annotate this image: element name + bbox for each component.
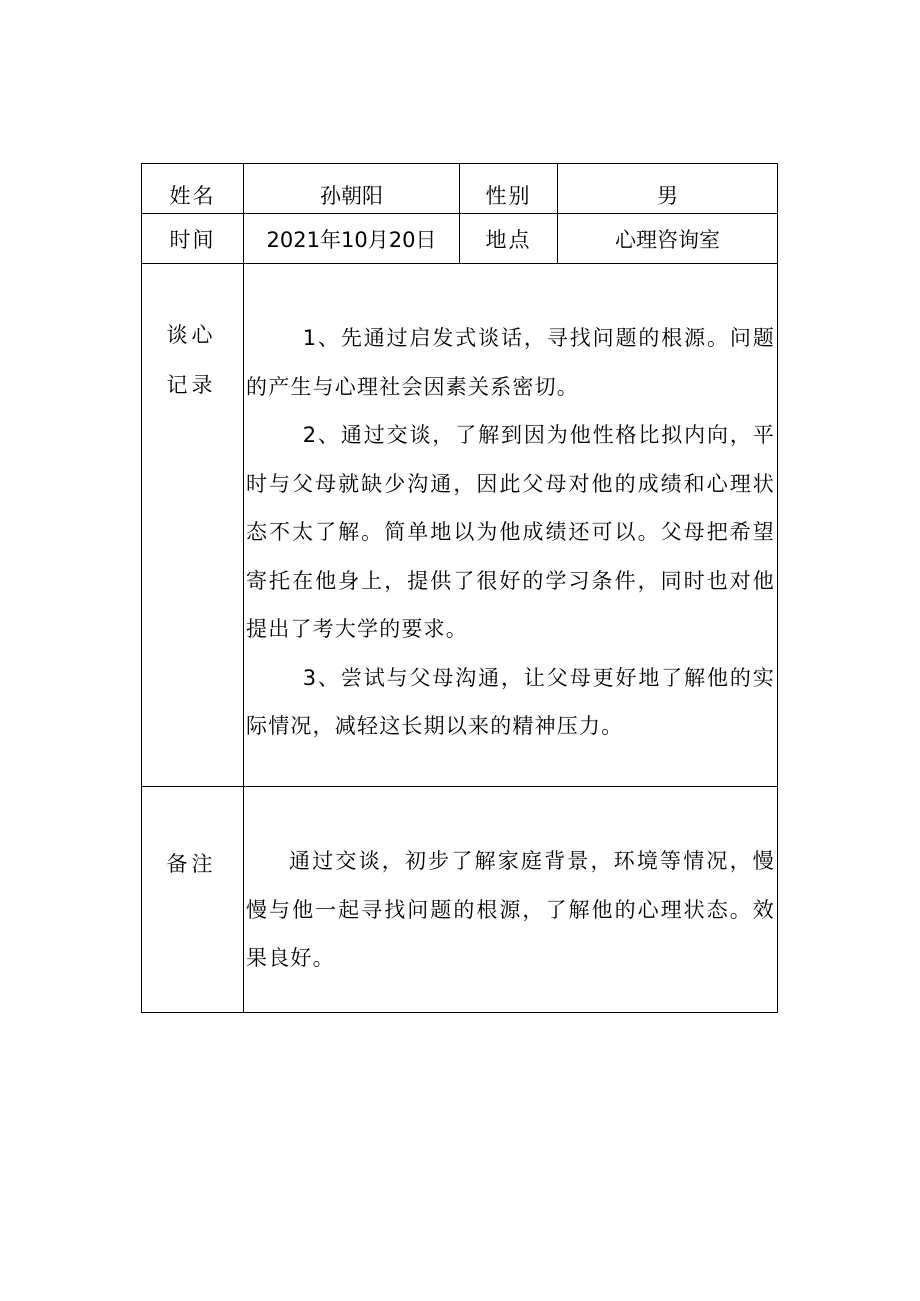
notes-label-cell (142, 264, 244, 787)
place-value: 心理咨询室 (615, 228, 720, 252)
gender-value: 男 (657, 184, 678, 208)
notes-paragraph-1: 1、先通过启发式谈话，寻找问题的根源。问题的产生与心理社会因素关系密切。 (246, 326, 775, 399)
gender-value-cell (558, 164, 778, 214)
name-value: 孙朝阳 (320, 184, 383, 208)
notes-label-line1: 谈心 (166, 323, 217, 347)
gender-label-cell (460, 164, 558, 214)
time-label-cell (142, 214, 244, 264)
remark-text: 通过交谈，初步了解家庭背景，环境等情况，慢慢与他一起寻找问题的根源，了解他的心理状态。效果良好。 (246, 849, 775, 970)
place-label-cell (460, 214, 558, 264)
name-value-cell (244, 164, 460, 214)
notes-paragraph-2: 2、通过交谈，了解到因为他性格比拟内向，平时与父母就缺少沟通，因此父母对他的成绩和心理状态不太了解。简单地以为他成绩还可以。父母把希望寄托在他身上，提供了很好的学习条件，同时也对他提出了考大学的要求。 (246, 423, 775, 641)
remark-body-cell (244, 787, 778, 1013)
name-label: 姓名 (169, 184, 216, 208)
header-row-2 (142, 214, 778, 264)
time-value: 2021年10月20日 (266, 228, 437, 252)
remark-label: 备注 (166, 852, 217, 876)
header-row-1 (142, 164, 778, 214)
place-label: 地点 (485, 228, 532, 252)
time-value-cell (244, 214, 460, 264)
talk-record-table (141, 163, 778, 1013)
name-label-cell (142, 164, 244, 214)
notes-row (142, 264, 778, 787)
place-value-cell (558, 214, 778, 264)
notes-body-cell (244, 264, 778, 787)
gender-label: 性别 (485, 184, 532, 208)
time-label: 时间 (169, 228, 216, 252)
notes-paragraph-3: 3、尝试与父母沟通，让父母更好地了解他的实际情况，减轻这长期以来的精神压力。 (246, 665, 775, 738)
remark-row (142, 787, 778, 1013)
remark-label-cell (142, 787, 244, 1013)
notes-label-line2: 记录 (166, 373, 217, 397)
